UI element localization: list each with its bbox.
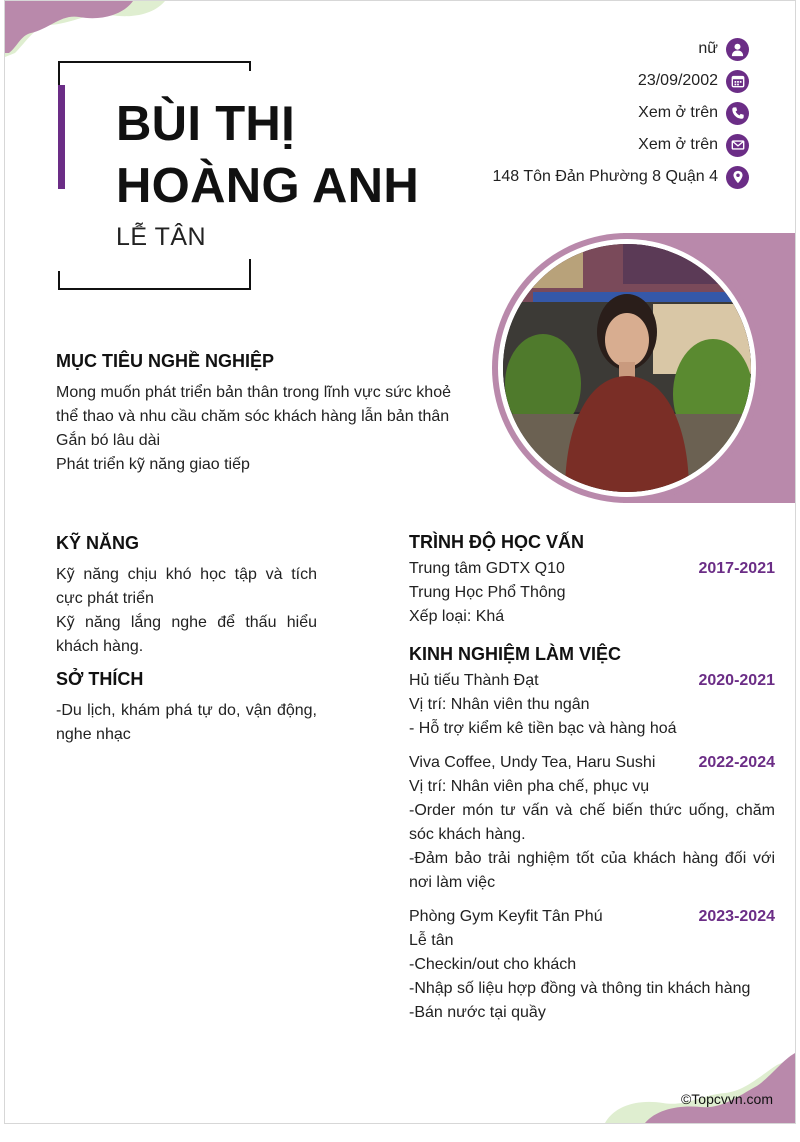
skill-item: Kỹ năng chịu khó học tập và tích cực phát triển [56, 566, 317, 607]
contact-address [349, 161, 749, 193]
frame-line [58, 271, 60, 289]
entry-line: Vị trí: Nhân viên pha chế, phục vụ [409, 778, 650, 795]
contact-text: 148 Tôn Đản Phường 8 Quận 4 [492, 168, 718, 185]
location-icon [726, 166, 749, 189]
objective-line: thể thao và nhu cầu chăm sóc khách hàng lẫn bản thân [56, 408, 450, 425]
decor-blob-bottom-right [605, 1053, 795, 1123]
hobbies-title: SỞ THÍCH [56, 669, 144, 689]
education-title: TRÌNH ĐỘ HỌC VẤN [409, 532, 584, 552]
entry-line: Xếp loại: Khá [409, 608, 505, 625]
job-title: LỄ TÂN [116, 223, 207, 251]
contact-text: Xem ở trên [638, 104, 718, 121]
company-name: Phòng Gym Keyfit Tân Phú [409, 908, 603, 925]
experience-title: KINH NGHIỆM LÀM VIỆC [409, 644, 622, 664]
entry-line: Trung Học Phổ Thông [409, 584, 566, 601]
mail-icon [726, 134, 749, 157]
skills-list [56, 563, 317, 659]
contact-phone [349, 97, 749, 129]
company-name: Viva Coffee, Undy Tea, Haru Sushi [409, 754, 656, 771]
frame-accent-bar [58, 85, 65, 189]
frame-line [58, 61, 60, 87]
objective-line: Phát triển kỹ năng giao tiếp [56, 456, 250, 473]
contact-text: Xem ở trên [638, 136, 718, 153]
frame-line [58, 61, 251, 63]
phone-icon [726, 102, 749, 125]
entry-line: -Bán nước tại quầy [409, 1004, 546, 1021]
frame-line [249, 259, 251, 289]
entry-line: -Checkin/out cho khách [409, 956, 577, 973]
education-entry [409, 557, 775, 629]
cv-page [4, 0, 796, 1124]
objective-line: Mong muốn phát triển bản thân trong lĩnh vực sức khoẻ [56, 384, 451, 401]
contact-text: 23/09/2002 [637, 72, 718, 89]
entry-line: -Nhập số liệu hợp đồng và thông tin khách hàng [409, 980, 751, 997]
contact-birthday [349, 65, 749, 97]
experience-entry [409, 905, 775, 1025]
skill-item: Kỹ năng lắng nghe để thấu hiểu khách hàng. [56, 614, 317, 655]
entry-line: Lễ tân [409, 932, 454, 949]
experience-year: 2022-2024 [698, 754, 775, 771]
experience-year: 2023-2024 [698, 908, 775, 925]
entry-line: Vị trí: Nhân viên thu ngân [409, 696, 590, 713]
objective-title: MỤC TIÊU NGHỀ NGHIỆP [56, 351, 275, 371]
entry-line: -Đảm bảo trải nghiệm tốt của khách hàng đối với nơi làm việc [409, 850, 775, 891]
hobbies-text: -Du lịch, khám phá tự do, vận động, nghe nhạc [56, 702, 317, 743]
entry-line: - Hỗ trợ kiểm kê tiền bạc và hàng hoá [409, 720, 677, 737]
contact-email [349, 129, 749, 161]
education-year: 2017-2021 [698, 560, 775, 577]
objective-text [56, 381, 476, 477]
footer-credit: ©Topcvvn.com [680, 1091, 773, 1107]
experience-year: 2020-2021 [698, 672, 775, 689]
frame-line [249, 61, 251, 71]
experience-entry [409, 751, 775, 895]
person-icon [726, 38, 749, 61]
contact-list [349, 33, 749, 193]
candidate-name: BÙI THỊ HOÀNG ANH [116, 97, 420, 213]
company-name: Hủ tiếu Thành Đạt [409, 672, 539, 689]
contact-gender [349, 33, 749, 65]
school-name: Trung tâm GDTX Q10 [409, 560, 565, 577]
experience-entry [409, 669, 775, 741]
profile-photo [503, 244, 751, 492]
calendar-icon [726, 70, 749, 93]
contact-text: nữ [698, 40, 718, 57]
objective-line: Gắn bó lâu dài [56, 432, 161, 449]
skills-title: KỸ NĂNG [56, 533, 140, 553]
entry-line: -Order món tư vấn và chế biến thức uống, chăm sóc khách hàng. [409, 802, 775, 843]
decor-blob-top-left [5, 1, 165, 61]
frame-line [58, 288, 251, 290]
